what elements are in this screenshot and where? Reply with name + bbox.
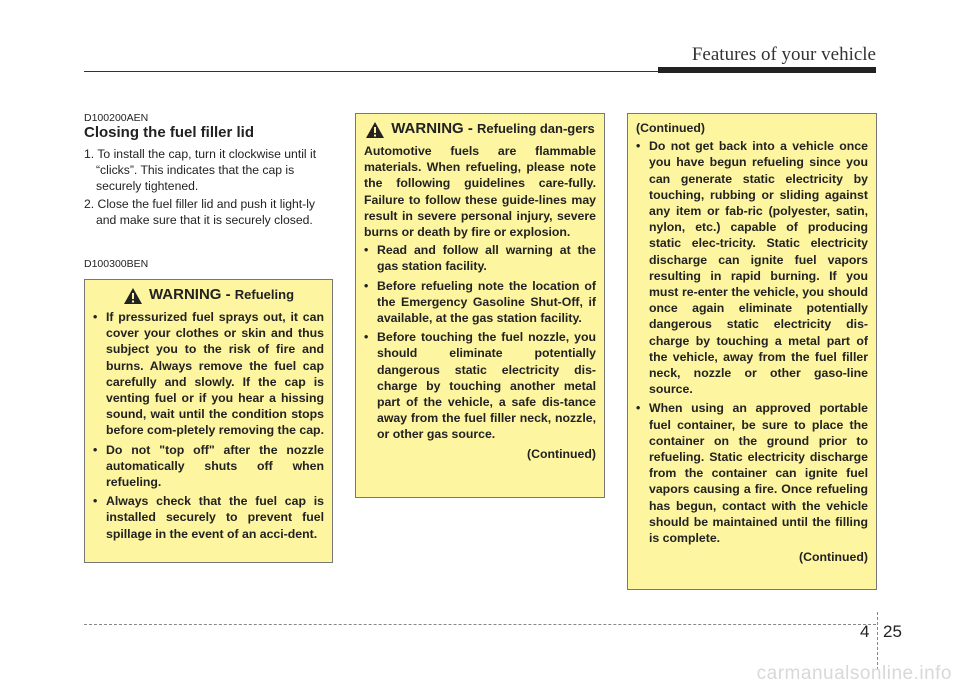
step-item: 2. Close the fuel filler lid and push it light-ly and make sure that it is securely closed. [84, 197, 316, 227]
warning-triangle-icon [123, 287, 143, 305]
watermark: carmanualsonline.info [756, 663, 952, 684]
continued-top-label: (Continued) [636, 121, 705, 135]
step-item: 1. To install the cap, turn it clockwise until it “clicks”. This indicates that the cap is securely tightened. [84, 147, 317, 193]
warning-triangle-icon [365, 121, 385, 139]
chapter-number: 4 [860, 622, 870, 641]
warning-header [364, 120, 596, 139]
warning-bullet: • Do not "top off" after the nozzle automatically shuts off when refueling. [93, 442, 324, 491]
warning-bullet: • Read and follow all warning at the gas station facility. [364, 242, 596, 274]
warning-box-refueling [84, 279, 333, 563]
header-rule-accent [658, 67, 876, 73]
header-title: Features of your vehicle [691, 44, 876, 65]
warning-bullets [636, 138, 868, 546]
warning-box-continued [627, 113, 877, 590]
warning-bullet: • Before touching the fuel nozzle, you should eliminate potentially dangerous static electricity dis-charge by touching another metal part of the vehicle, a safe dis-tance away from the fuel filler neck, nozzle, or other gas source. [364, 329, 596, 442]
steps-list [84, 146, 334, 230]
warning-bullet: • When using an approved portable fuel container, be sure to place the container on the ground prior to refueling. Static electricity discharge from the container can ignite fuel vapors causing a fire. Once refueling has begun, contact with the vehicle should be maintained until the filling is complete. [636, 400, 868, 546]
footer-divider [877, 612, 878, 670]
warning-bullet: • Do not get back into a vehicle once you have begun refueling since you can generate static electricity by touching, rubbing or sliding against any item or fab-ric (polyester, satin, nylon, etc.) capable of producing static elec-tricity. Static electricity discharge can ignite fuel vapors resulting in rapid burning. If you must re-enter the vehicle, you should once again eliminate potentially dangerous static electricity dis-charge by touching a metal part of the vehicle, away from the fuel filler neck, nozzle or other gaso-line source. [636, 138, 868, 397]
warning-intro: Automotive fuels are flammable materials. When refueling, please note the following guidelines care-fully. Failure to follow these guide-lines may result in severe personal injury, severe burns or death by fire or explosion. [364, 144, 596, 240]
warning-bullets [364, 242, 596, 442]
warning-bullet: • Before refueling note the location of the Emergency Gasoline Shut-Off, if available, at the gas station facility. [364, 278, 596, 327]
warning-bullets [93, 309, 324, 542]
warning-bullet: • If pressurized fuel sprays out, it can cover your clothes or skin and thus subject you to the risk of fire and burns. Always remove the fuel cap carefully and slowly. If the cap is venting fuel or if you hear a hissing sound, wait until the condition stops before com-pletely removing the cap. [93, 309, 324, 439]
footer-rule [84, 624, 876, 625]
warning-header [93, 286, 324, 305]
page-number: 25 [883, 622, 902, 641]
warning-title: WARNING - Refueling [148, 286, 295, 303]
warning-box-refueling-dangers [355, 113, 605, 498]
section-title: Closing the fuel filler lid [84, 124, 255, 141]
section-code-warning: D100300BEN [84, 258, 149, 270]
warning-title: WARNING - Refueling dan-gers [391, 120, 595, 137]
section-code-closing: D100200AEN [84, 112, 149, 124]
continued-label: (Continued) [527, 446, 596, 461]
continued-label: (Continued) [799, 550, 868, 565]
header-rule [84, 71, 660, 72]
warning-bullet: • Always check that the fuel cap is installed securely to prevent fuel spillage in the event of an acci-dent. [93, 493, 324, 542]
